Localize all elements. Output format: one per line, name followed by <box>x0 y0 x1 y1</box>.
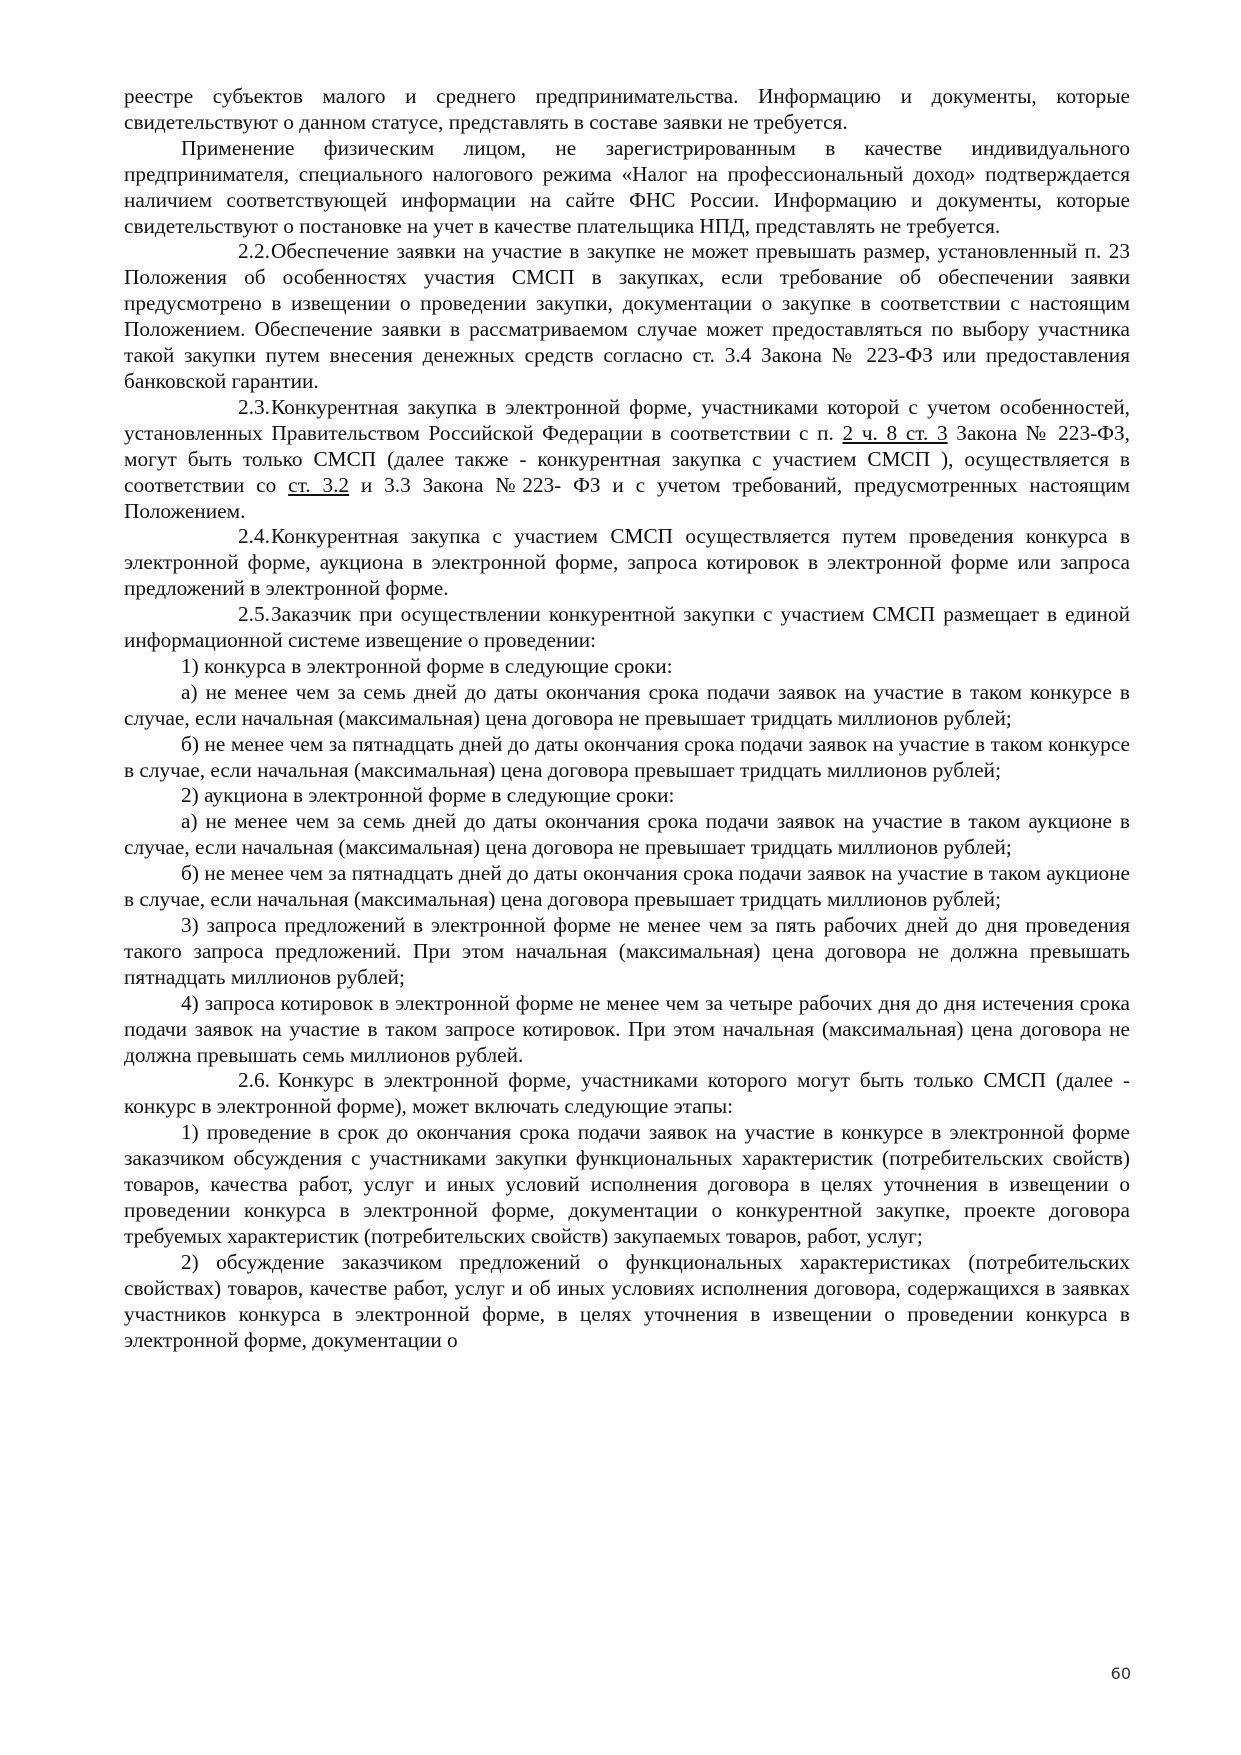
paragraph-text: б) не менее чем за пятнадцать дней до даты окончания срока подачи заявок на участие в таком конкурсе в случае, если начальная (максимальная) цена договора превышает тридцать миллионов рублей; <box>124 731 1130 782</box>
paragraph-text: б) не менее чем за пятнадцать дней до даты окончания срока подачи заявок на участие в таком аукционе в случае, если начальная (максимальная) цена договора превышает тридцать миллионов рублей; <box>124 861 1130 912</box>
list-item <box>124 1250 1130 1354</box>
list-item <box>124 783 1130 809</box>
paragraph-text: реестре субъектов малого и среднего предпринимательства. Информацию и документы, которые свидетельствуют о данном статусе, представлять в составе заявки не требуется. <box>124 84 1130 134</box>
paragraph-text: Обеспечение заявки на участие в закупке не может превышать размер, установленный п. 23 Положения об особенностях участия СМСП в закупках, если требование об обеспечении заявки предусмотрено в извещении о проведении закупки, документации о закупке в соответствии с настоящим Положением. Обеспечение заявки в рассматриваемом случае может предоставляться по выбору участника такой закупки путем внесения денежных средств согласно ст. 3.4 Закона № 223-ФЗ или предоставления банковской гарантии. <box>124 239 1130 393</box>
paragraph-text: Закона № 223-ФЗ, могут быть только СМСП (далее также - конкурентная закупка с участием СМСП ), осуществляется в соответствии со <box>124 420 1130 497</box>
paragraph-text: 1) проведение в срок до окончания срока подачи заявок на участие в конкурсе в электронной форме заказчиком обсуждения с участниками закупки функциональных характеристик (потребительских свойств) товаров, качества работ, услуг и иных условий исполнения договора в целях уточнения в извещении о проведении конкурса в электронной форме, документации о конкурентной закупке, проекте договора требуемых характеристик (потребительских свойств) закупаемых товаров, работ, услуг; <box>124 1120 1130 1248</box>
clause-number: 2.5. <box>238 602 270 627</box>
document-body <box>124 84 1130 1353</box>
paragraph-text: 1) конкурса в электронной форме в следующие сроки: <box>181 653 673 678</box>
clause-2-2 <box>124 239 1130 394</box>
clause-number: 2.6. <box>238 1068 270 1093</box>
paragraph-text: Конкурентная закупка с участием СМСП осуществляется путем проведения конкурса в электронной форме, аукциона в электронной форме, запроса котировок в электронной форме или запроса предложений в электронной форме. <box>124 524 1130 601</box>
list-item <box>124 991 1130 1069</box>
paragraph-text: 3) запроса предложений в электронной форме не менее чем за пять рабочих дней до дня проведения такого запроса предложений. При этом начальная (максимальная) цена договора не должна превышать пятнадцать миллионов рублей; <box>124 913 1130 989</box>
clause-number: 2.2. <box>238 239 270 264</box>
list-item <box>124 680 1130 732</box>
paragraph-text: Применение физическим лицом, не зарегистрированным в качестве индивидуального предпринимателя, специального налогового режима «Налог на профессиональный доход» подтверждается наличием соответствующей информации на сайте ФНС России. Информацию и документы, которые свидетельствуют о постановке на учет в качестве плательщика НПД, представлять не требуется. <box>124 135 1130 238</box>
paragraph-text: Конкурентная закупка в электронной форме, участниками которой с учетом особенностей, установленных Правительством Российской Федерации в соответствии с п. <box>124 394 1130 445</box>
paragraph-text: 4) запроса котировок в электронной форме не менее чем за четыре рабочих дня до дня истечения срока подачи заявок на участие в таком запросе котировок. При этом начальная (максимальная) цена договора не должна превышать семь миллионов рублей. <box>124 990 1130 1067</box>
paragraph-text: Заказчик при осуществлении конкурентной закупки с участием СМСП размещает в единой информационной системе извещение о проведении: <box>124 602 1130 653</box>
paragraph-text: а) не менее чем за семь дней до даты окончания срока подачи заявок на участие в таком аукционе в случае, если начальная (максимальная) цена договора не превышает тридцать миллионов рублей; <box>124 809 1130 860</box>
paragraph <box>124 84 1130 136</box>
list-item <box>124 861 1130 913</box>
paragraph-text: и 3.3 Закона №223- ФЗ и с учетом требований, предусмотренных настоящим Положением. <box>124 472 1130 523</box>
paragraph-text: Конкурс в электронной форме, участниками которого могут быть только СМСП (далее - конкурс в электронной форме), может включать следующие этапы: <box>124 1068 1130 1119</box>
clause-number: 2.4. <box>238 524 270 549</box>
list-item <box>124 732 1130 784</box>
clause-2-6 <box>124 1068 1130 1120</box>
paragraph-text: 2) аукциона в электронной форме в следующие сроки: <box>181 783 675 808</box>
clause-number: 2.3. <box>238 394 270 419</box>
list-item <box>124 809 1130 861</box>
clause-2-5 <box>124 602 1130 654</box>
clause-2-4 <box>124 524 1130 602</box>
paragraph <box>124 136 1130 240</box>
paragraph-text: а) не менее чем за семь дней до даты окончания срока подачи заявок на участие в таком конкурсе в случае, если начальная (максимальная) цена договора не превышает тридцать миллионов рублей; <box>124 679 1130 730</box>
law-reference-link[interactable]: ст. 3.2 <box>288 472 350 497</box>
page-number: 60 <box>1110 1664 1131 1683</box>
list-item <box>124 913 1130 991</box>
paragraph-text: 2) обсуждение заказчиком предложений о функциональных характеристиках (потребительских свойствах) товаров, качестве работ, услуг и об иных условиях исполнения договора, содержащихся в заявках участников конкурса в электронной форме, в целях уточнения в извещении о проведении конкурса в электронной форме, документации о <box>124 1249 1130 1352</box>
list-item <box>124 1120 1130 1250</box>
clause-2-3 <box>124 395 1130 525</box>
list-item <box>124 654 1130 680</box>
law-reference-link[interactable]: 2 ч. 8 ст. 3 <box>842 420 948 445</box>
